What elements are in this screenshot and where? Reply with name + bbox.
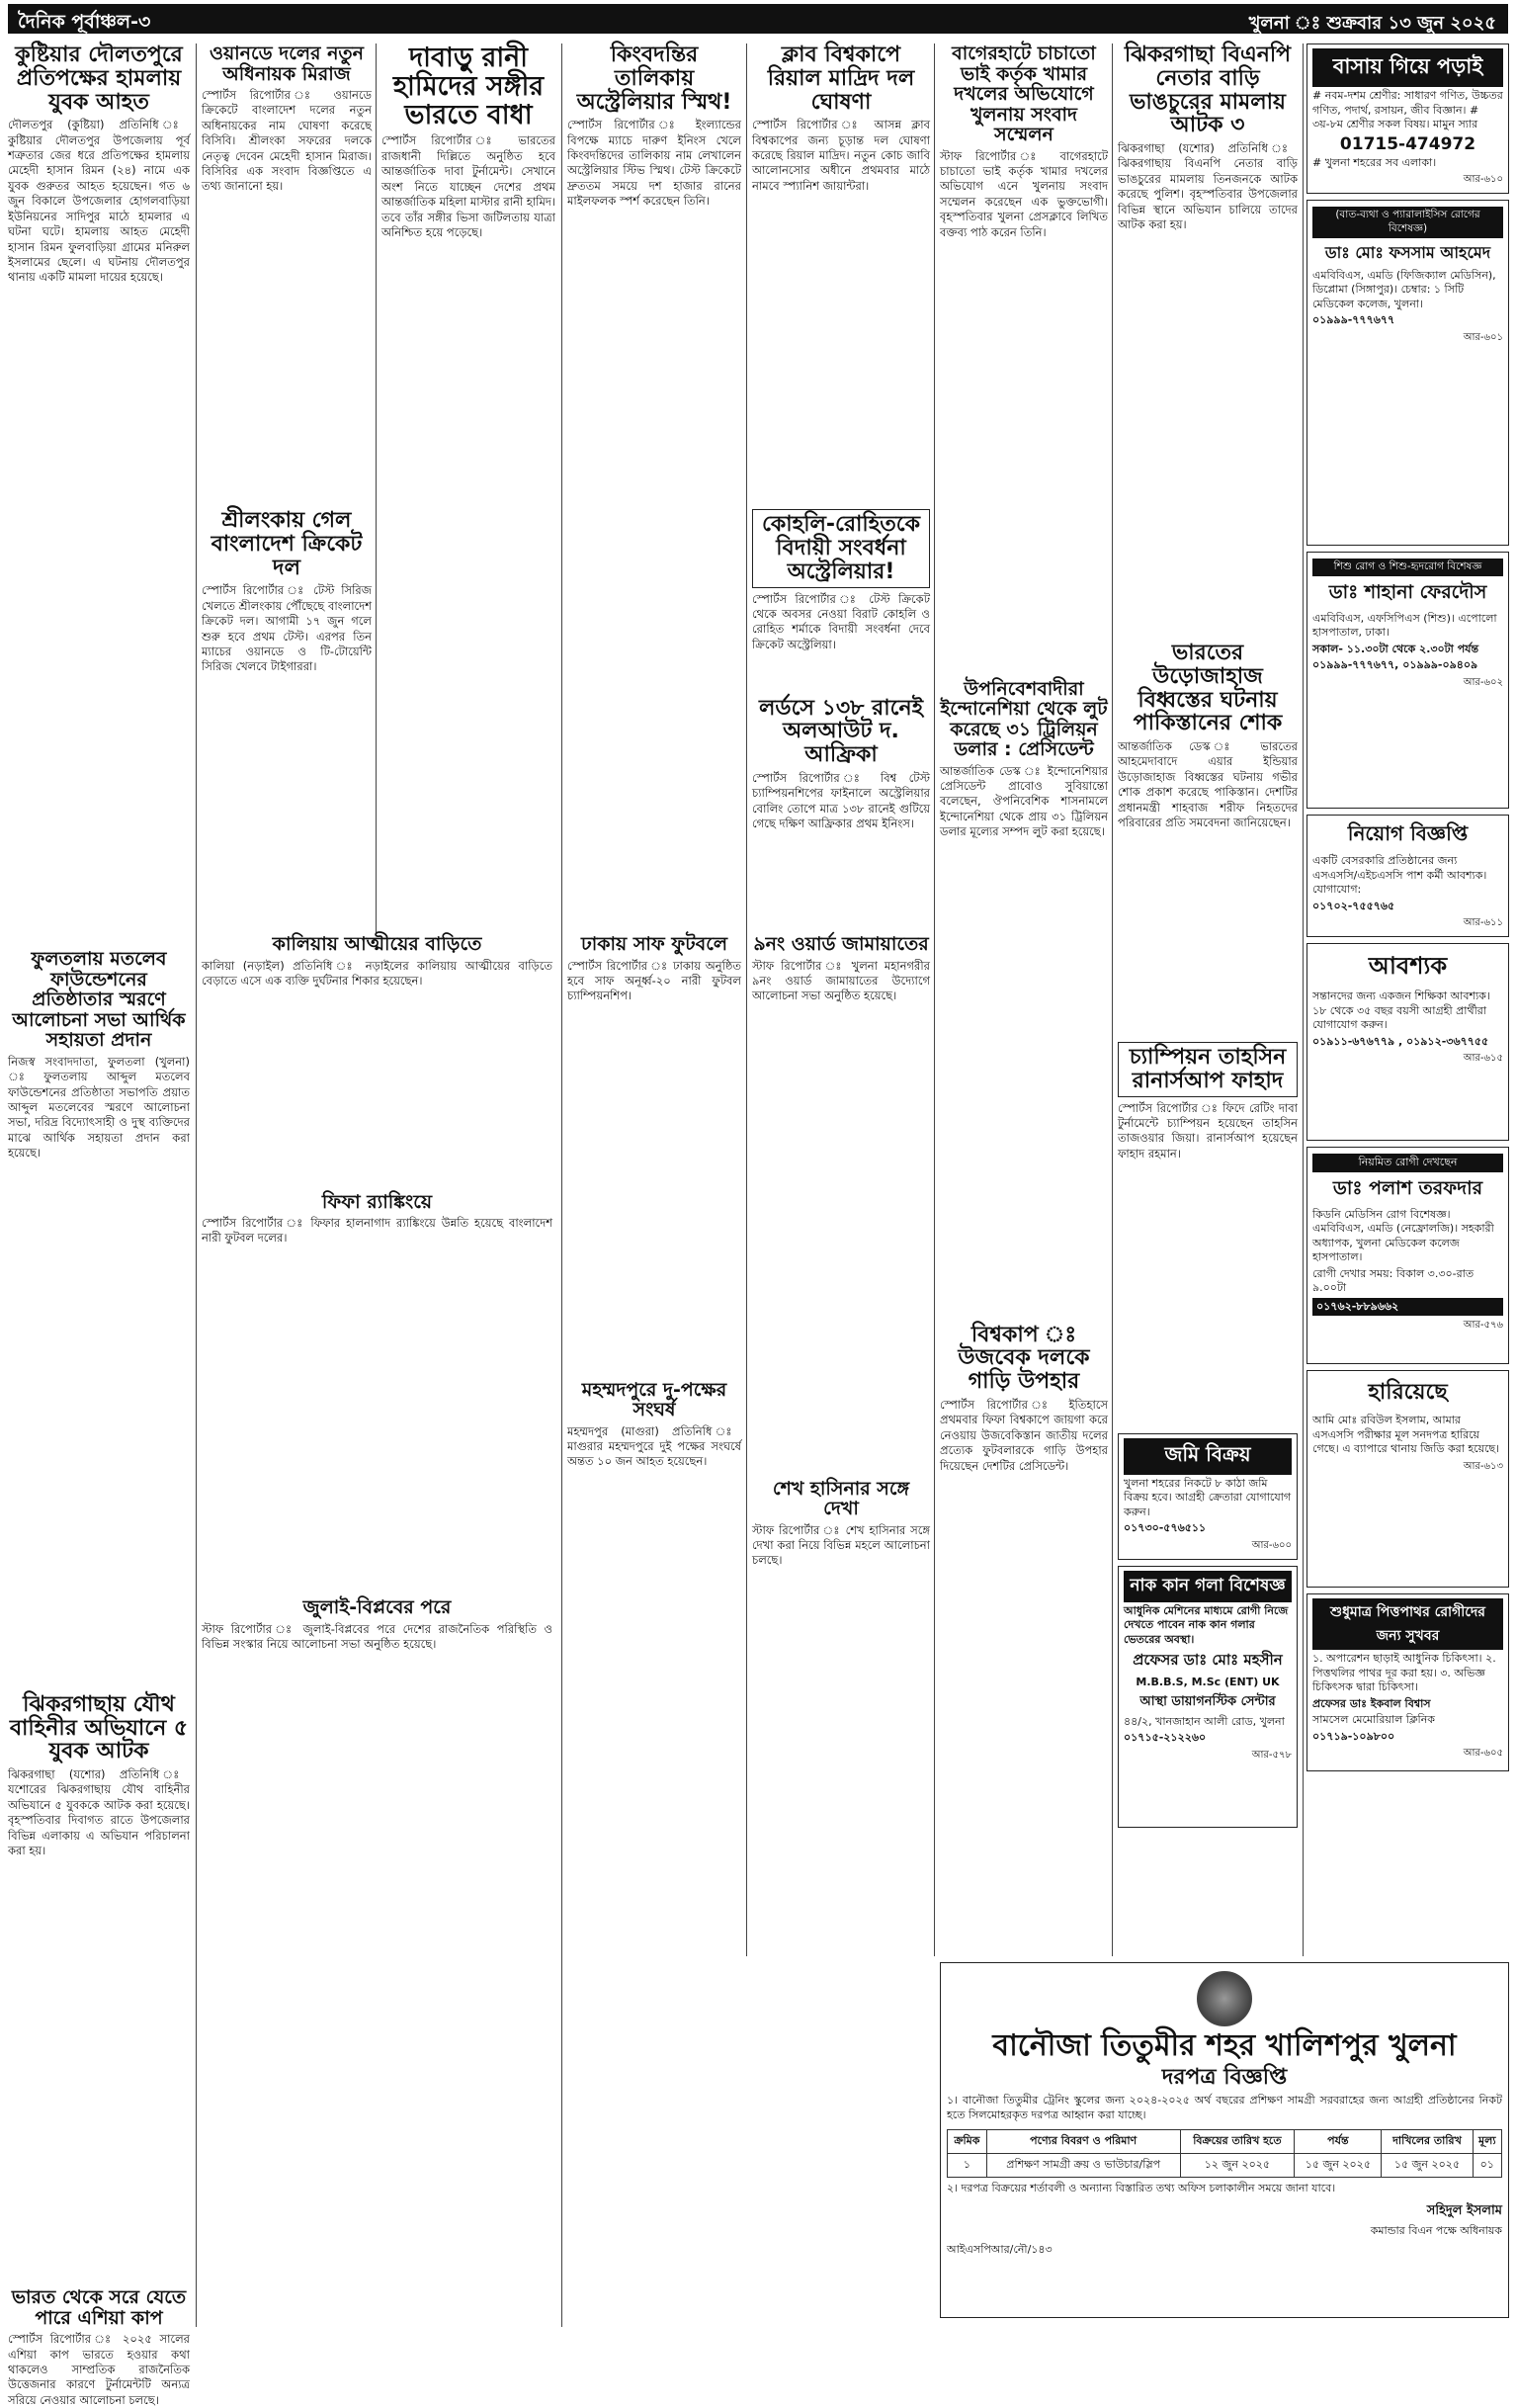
headline: ক্লাব বিশ্বকাপে রিয়াল মাদ্রিদ দল ঘোষণা	[767, 43, 915, 115]
ad-tag: নিয়মিত রোগী দেখছেন	[1312, 1154, 1503, 1172]
article-body: স্পোর্টস রিপোর্টার ঃ ওয়ানডে ক্রিকেটে বাংলাদেশ দলের নতুন অধিনায়কের নাম ঘোষণা করেছে বিসিবি। শ্রীলংকা সফরের দলকে নেতৃত্ব দেবেন মেহেদী হাসান মিরাজ। বিসিবির এক সংবাদ বিজ্ঞপ্তিতে এ তথ্য জানানো হয়।	[202, 88, 372, 194]
column-rule	[196, 43, 197, 2327]
table-cell: ১৫ জুন ২০২৫	[1382, 2153, 1473, 2177]
ad-land-sale	[1118, 1433, 1298, 1560]
article-body: স্পোর্টস রিপোর্টার ঃ টেস্ট ক্রিকেট থেকে অবসর নেওয়া বিরাট কোহলি ও রোহিত শর্মাকে বিদায়ী সংবর্ধনা দেবে ক্রিকেট অস্ট্রেলিয়া।	[752, 591, 930, 651]
ad-phone: ০১৭৬২-৮৮৯৬৬২	[1312, 1298, 1503, 1317]
headline: কুষ্টিয়ার দৌলতপুরে প্রতিপক্ষের হামলায় যুবক আহত	[15, 43, 183, 115]
date-line: খুলনা ঃ শুক্রবার ১৩ জুন ২০২৫	[1248, 13, 1496, 34]
ad-hours: সকাল- ১১.৩০টা থেকে ২.৩০টা পর্যন্ত	[1312, 642, 1479, 655]
ad-title: আবশ্যক	[1368, 952, 1448, 981]
ad-phone: ০১৯৯৯-৭৭৭৬৭৭	[1312, 313, 1395, 327]
ad-physical-medicine	[1306, 200, 1509, 546]
ad-title: জমি বিক্রয়	[1124, 1438, 1292, 1475]
tender-org: বানৌজা তিতুমীর শহর খালিশপুর খুলনা	[992, 2028, 1457, 2063]
headline: ভারত থেকে সরে যেতে পারে এশিয়া কাপ	[11, 2286, 187, 2329]
table-cell: ১	[948, 2153, 987, 2177]
ad-code: আর-৫৭৮	[1251, 1749, 1292, 1761]
column-1	[8, 43, 190, 2407]
ad-body: কিডনি মেডিসিন রোগ বিশেষজ্ঞ। এমবিবিএস, এমডি (নেফ্রোলজি)। সহকারী অধ্যাপক, খুলনা মেডিকেল কলেজ হাসপাতাল।	[1312, 1207, 1494, 1264]
article-body: নিজস্ব সংবাদদাতা, ফুলতলা (খুলনা) ঃ ফুলতলায় আব্দুল মতলেব ফাউন্ডেশনের প্রতিষ্ঠাতা সভাপতি প্রয়াত আব্দুল মতলেবের স্মরণে আলোচনা সভা, দরিদ্র বিদ্যোৎসাহী ও দুস্থ ব্যক্তিদের মাঝে আর্থিক সহায়তা প্রদান করা হয়েছে।	[8, 1054, 190, 1161]
ad-code: আর-৬১১	[1463, 917, 1503, 929]
ad-tag: (বাত-ব্যথা ও প্যারালাইসিস রোগের বিশেষজ্ঞ)	[1312, 207, 1503, 238]
headline: ঝিকরগাছায় যৌথ বাহিনীর অভিযানে ৫ যুবক আটক	[9, 1691, 189, 1764]
column-5	[752, 43, 930, 933]
headline: ওয়ানডে দলের নতুন অধিনায়ক মিরাজ	[209, 43, 365, 85]
page-header-bar	[8, 4, 1508, 34]
ad-doctor: ডাঃ শাহানা ফেরদৌস	[1328, 580, 1487, 603]
article-body: মহম্মদপুর (মাগুরা) প্রতিনিধি ঃ মাগুরার মহম্মদপুরে দুই পক্ষের সংঘর্ষে অন্তত ১০ জন আহত হয়েছেন।	[567, 1423, 741, 1469]
ad-title: বাসায় গিয়ে পড়াই	[1312, 48, 1503, 87]
column-header: দাখিলের তারিখ	[1382, 2129, 1473, 2153]
tender-note: ২। দরপত্র বিক্রয়ের শর্তাবলী ও অন্যান্য বিস্তারিত তথ্য অফিস চলাকালীন সময়ে জানা যাবে।	[947, 2181, 1336, 2194]
headline: কালিয়ায় আত্মীয়ের বাড়িতে	[272, 933, 482, 955]
ad-body: আমি মোঃ রবিউল ইসলাম, আমার এসএসসি পরীক্ষার মূল সনদপত্র হারিয়ে গেছে। এ ব্যাপারে থানায় জিডি করা হয়েছে।	[1312, 1414, 1500, 1456]
headline: উপনিবেশবাদীরা ইন্দোনেশিয়া থেকে লুট করেছে ৩১ ট্রিলিয়ন ডলার : প্রেসিডেন্ট	[940, 677, 1108, 761]
ad-phone: ০১৭০২-৭৫৫৭৬৫	[1312, 899, 1395, 912]
column-rule	[746, 43, 747, 1956]
ad-pediatric	[1306, 552, 1509, 809]
article-body: স্টাফ রিপোর্টার ঃ খুলনা মহানগরীর ৯নং ওয়ার্ড জামায়াতের উদ্যোগে আলোচনা সভা অনুষ্ঠিত হয়েছে।	[752, 958, 930, 1003]
ad-code: আর-৬১৫	[1463, 1053, 1503, 1065]
tender-designation: কমান্ডার বিএন পক্ষে অধিনায়ক	[1370, 2224, 1502, 2238]
headline: বিশ্বকাপ ঃ উজবেক দলকে গাড়ি উপহার	[958, 1322, 1090, 1395]
column-rule	[376, 43, 377, 933]
article-body: স্পোর্টস রিপোর্টার ঃ আসন্ন ক্লাব বিশ্বকাপের জন্য চূড়ান্ত দল ঘোষণা করেছে রিয়াল মাদ্রিদ। নতুন কোচ জাবি আলোনসোর অধীনে প্রথমবার মাঠে নামবে স্প্যানিশ জায়ান্টরা।	[752, 118, 930, 193]
headline: কিংবদন্তির তালিকায় অস্ট্রেলিয়ার স্মিথ!	[576, 43, 732, 115]
ad-body: সন্তানদের জন্য একজন শিক্ষিকা আবশ্যক। ১৮ থেকে ৩৫ বছর বয়সী আগ্রহী প্রার্থীরা যোগাযোগ করুন।	[1312, 989, 1490, 1032]
column-7	[1118, 43, 1298, 1912]
column-rule	[1112, 43, 1113, 1956]
ad-tuition	[1306, 43, 1509, 194]
column-header: মূল্য	[1473, 2129, 1501, 2153]
column-rule	[934, 43, 935, 1956]
headline: দাবাড়ু রানী হামিদের সঙ্গীর ভারতে বাধা	[392, 43, 545, 131]
article-body: স্পোর্টস রিপোর্টার ঃ ফিদে রেটিং দাবা টুর্নামেন্টে চ্যাম্পিয়ন হয়েছেন তাহসিন তাজওয়ার জিয়া। রানার্সআপ হয়েছেন ফাহাদ রহমান।	[1118, 1100, 1298, 1161]
ad-doctor: প্রফেসর ডাঃ মোঃ মহসীন	[1133, 1651, 1283, 1670]
article-body: স্টাফ রিপোর্টার ঃ শেখ হাসিনার সঙ্গে দেখা করা নিয়ে বিভিন্ন মহলে আলোচনা চলছে।	[752, 1522, 930, 1568]
ad-title: শুধুমাত্র পিত্তপাথর রোগীদের জন্য সুখবর	[1312, 1598, 1503, 1650]
column-ads	[1306, 43, 1509, 1912]
tender-signer: সহিদুল ইসলাম	[1426, 2203, 1502, 2219]
ad-phone: ০১৯৯৯-৭৭৭৬৭৭, ০১৯৯৯-০৯৪০৯	[1312, 658, 1478, 672]
ad-doctor: ডাঃ পলাশ তরফদার	[1332, 1176, 1483, 1199]
ad-body: # নবম-দশম শ্রেণীর: সাধারণ গণিত, উচ্চতর গণিত, পদার্থ, রসায়ন, জীব বিজ্ঞান। # ৩য়-৮ম শ্রেণীর সকল বিষয়। মামুন স্যার	[1312, 89, 1503, 131]
ad-recruitment	[1306, 815, 1509, 937]
ad-subtitle: আধুনিক মেশিনের মাধ্যমে রোগী নিজে দেখতে পাবেন নাক কান গলার ভেতরের অবস্থা।	[1124, 1603, 1289, 1646]
headline: শেখ হাসিনার সঙ্গে দেখা	[772, 1477, 910, 1520]
table-header-row	[948, 2129, 1502, 2153]
article-body: ঝিকরগাছা (যশোর) প্রতিনিধি ঃ যশোরের ঝিকরগাছায় যৌথ বাহিনীর অভিযানে ৫ যুবককে আটক করা হয়েছে। বৃহস্পতিবার দিবাগত রাতে উপজেলার বিভিন্ন এলাকায় এ অভিযান পরিচালনা করা হয়।	[8, 1767, 190, 1858]
article-body: স্পোর্টস রিপোর্টার ঃ ঢাকায় অনুষ্ঠিত হবে সাফ অনূর্ধ্ব-২০ নারী ফুটবল চ্যাম্পিয়নশিপ।	[567, 958, 741, 1003]
article-body: স্পোর্টস রিপোর্টার ঃ ইংল্যান্ডের বিপক্ষে ম্যাচে দারুণ ইনিংস খেলে কিংবদন্তিদের তালিকায় নাম লেখালেন অস্ট্রেলিয়ার স্টিভ স্মিথ। টেস্ট ক্রিকেটে দ্রুততম সময়ে দশ হাজার রানের মাইলফলক স্পর্শ করেছেন তিনি।	[567, 118, 741, 209]
ad-code: আর-৬০২	[1463, 676, 1503, 688]
table-cell: ০১	[1473, 2153, 1501, 2177]
ad-kidney	[1306, 1147, 1509, 1364]
ad-phone: ০১৭৩০-৫৭৬৫১১	[1124, 1521, 1207, 1535]
tender-table	[947, 2129, 1502, 2178]
article-body: কালিয়া (নড়াইল) প্রতিনিধি ঃ নড়াইলের কালিয়ায় আত্মীয়ের বাড়িতে বেড়াতে এসে এক ব্যক্তি দুর্ঘটনার শিকার হয়েছেন।	[202, 958, 552, 988]
ad-code: আর-৬১৩	[1463, 1460, 1503, 1472]
table-cell: ১৫ জুন ২০২৫	[1295, 2153, 1382, 2177]
ad-title: নিয়োগ বিজ্ঞপ্তি	[1347, 821, 1469, 846]
headline: মহম্মদপুরে দু-পক্ষের সংঘর্ষ	[581, 1378, 727, 1421]
headline: ৯নং ওয়ার্ড জামায়াতের	[753, 933, 929, 955]
column-rule	[561, 43, 562, 2327]
article-body: স্পোর্টস রিপোর্টার ঃ টেস্ট সিরিজ খেলতে শ্রীলংকায় পৌঁছেছে বাংলাদেশ ক্রিকেট দল। আগামী ১৭ জুন গলে শুরু হবে প্রথম টেস্ট। এরপর তিন ম্যাচের ওয়ানডে ও টি-টোয়েন্টি সিরিজ খেলবে টাইগাররা।	[202, 583, 372, 674]
ad-lost	[1306, 1370, 1509, 1588]
headline: বাগেরহাটে চাচাতো ভাই কর্তৃক খামার দখলের অভিযোগে খুলনায় সংবাদ সম্মেলন	[952, 43, 1096, 146]
column-4-lower	[567, 934, 741, 2318]
headline: ঢাকায় সাফ ফুটবলে	[580, 933, 728, 955]
column-4	[567, 43, 741, 933]
article-body: স্পোর্টস রিপোর্টার ঃ ভারতের রাজধানী দিল্লিতে অনুষ্ঠিত হবে আন্তর্জাতিক দাবা টুর্নামেন্ট। সেখানে অংশ নিতে যাচ্ছেন দেশের প্রথম আন্তর্জাতিক মহিলা মাস্টার রানী হামিদ। তবে তাঁর সঙ্গীর ভিসা জটিলতায় যাত্রা অনিশ্চিত হয়ে পড়েছে।	[381, 133, 556, 239]
column-6	[940, 43, 1108, 1912]
headline: ফিফা র‍্যাঙ্কিংয়ে	[321, 1190, 433, 1213]
column-2-lower	[202, 934, 552, 2318]
ad-degree: M.B.B.S, M.Sc (ENT) UK	[1136, 1676, 1280, 1689]
ad-center: আস্থা ডায়াগনস্টিক সেন্টার	[1139, 1693, 1276, 1709]
ad-tag: শিশু রোগ ও শিশু-হৃদরোগ বিশেষজ্ঞ	[1312, 559, 1503, 576]
ad-body: ১. অপারেশন ছাড়াই আধুনিক চিকিৎসা। ২. পিত্তথলির পাথর দূর করা হয়। ৩. অভিজ্ঞ চিকিৎসক দ্বারা চিকিৎসা।	[1312, 1652, 1496, 1694]
ad-doctor: ডাঃ মোঃ ফসসাম আহমেদ	[1324, 242, 1491, 262]
ad-body: খুলনা শহরের নিকটে ৮ কাঠা জমি বিক্রয় হবে। আগ্রহী ক্রেতারা যোগাযোগ করুন।	[1124, 1476, 1292, 1518]
article-body: স্টাফ রিপোর্টার ঃ জুলাই-বিপ্লবের পরে দেশের রাজনৈতিক পরিস্থিতি ও বিভিন্ন সংস্কার নিয়ে আলোচনা সভা অনুষ্ঠিত হয়েছে।	[202, 1621, 552, 1651]
headline: ফুলতলায় মতলেব ফাউন্ডেশনের প্রতিষ্ঠাতার স্মরণে আলোচনা সভা আর্থিক সহায়তা প্রদান	[12, 948, 186, 1052]
ad-wanted	[1306, 943, 1509, 1141]
table-cell: প্রশিক্ষণ সামগ্রী ক্রয় ও ভাউচার/স্লিপ	[986, 2153, 1180, 2177]
column-header: বিক্রয়ের তারিখ হতে	[1180, 2129, 1295, 2153]
column-header: পণ্যের বিবরণ ও পরিমাণ	[986, 2129, 1180, 2153]
ad-title: নাক কান গলা বিশেষজ্ঞ	[1124, 1571, 1292, 1602]
ad-phone: 01715-474972	[1339, 133, 1476, 154]
column-header: ক্রমিক	[948, 2129, 987, 2153]
headline: কোহলি-রোহিতকে বিদায়ী সংবর্ধনা অস্ট্রেলিয়ার!	[752, 509, 930, 587]
table-cell: ১২ জুন ২০২৫	[1180, 2153, 1295, 2177]
headline: ঝিকরগাছা বিএনপি নেতার বাড়ি ভাঙচুরের মামলায় আটক ৩	[1124, 43, 1292, 138]
article-body: আন্তর্জাতিক ডেস্ক ঃ ভারতের আহমেদাবাদে এয়ার ইন্ডিয়ার উড়োজাহাজ বিধ্বস্তের ঘটনায় গভীর শোক প্রকাশ করেছে পাকিস্তান। দেশটির প্রধানমন্ত্রী শাহবাজ শরীফ নিহতদের পরিবারের প্রতি সমবেদনা জানিয়েছেন।	[1118, 739, 1298, 830]
ad-body: একটি বেসরকারি প্রতিষ্ঠানের জন্য এসএসসি/এইচএসসি পাশ কর্মী আবশ্যক। যোগাযোগ:	[1312, 854, 1487, 897]
ad-doctor: প্রফেসর ডাঃ ইকবাল বিশ্বাস	[1312, 1696, 1431, 1710]
tender-notice	[940, 1962, 1509, 2318]
headline: জুলাই-বিপ্লবের পরে	[302, 1596, 452, 1619]
tender-intro: ১। বানৌজা তিতুমীর ট্রেনিং স্কুলের জন্য ২০২৪-২০২৫ অর্থ বছরের প্রশিক্ষণ সামগ্রী সরবরাহের জন্য আগ্রহী প্রতিষ্ঠানের নিকট হতে সিলমোহরকৃত দরপত্র আহ্বান করা যাচ্ছে।	[947, 2094, 1502, 2121]
article-body: আন্তর্জাতিক ডেস্ক ঃ ইন্দোনেশিয়ার প্রেসিডেন্ট প্রাবোও সুবিয়ান্তো বলেছেন, ঔপনিবেশিক শাসনামলে ইন্দোনেশিয়া থেকে প্রায় ৩১ ট্রিলিয়ন ডলার মূল্যের সম্পদ লুট করা হয়েছে।	[940, 763, 1108, 839]
ad-phone: ০১৭১৫-২১২২৬০	[1124, 1731, 1207, 1745]
ad-code: আর-৬০০	[1251, 1539, 1292, 1551]
ad-phone: ০১৯১১-৬৭৬৭৭৯ , ০১৯১২-৩৬৭৭৫৫	[1312, 1034, 1489, 1048]
paper-name: দৈনিক পূর্বাঞ্চল-৩	[18, 11, 151, 33]
headline: লর্ডসে ১৩৮ রানেই অলআউট দ. আফ্রিকা	[758, 695, 924, 767]
ad-extra: # খুলনা শহরের সব এলাকা।	[1312, 155, 1437, 169]
ad-phone: ০১৭১৯-১০৯৮০০	[1312, 1729, 1395, 1743]
article-body: স্পোর্টস রিপোর্টার ঃ ২০২৫ সালের এশিয়া কাপ ভারতে হওয়ার কথা থাকলেও সাম্প্রতিক রাজনৈতিক উত্তেজনার কারণে টুর্নামেন্টটি অন্যত্র সরিয়ে নেওয়ার আলোচনা চলছে।	[8, 2332, 190, 2407]
ad-code: আর-৬১০	[1463, 174, 1503, 186]
ad-title: হারিয়েছে	[1368, 1380, 1448, 1406]
column-header: পর্যন্ত	[1295, 2129, 1382, 2153]
column-rule	[1303, 43, 1304, 1956]
column-5-lower	[752, 934, 930, 1923]
article-body: দৌলতপুর (কুষ্টিয়া) প্রতিনিধি ঃ কুষ্টিয়ার দৌলতপুর উপজেলায় পূর্ব শত্রুতার জের ধরে প্রতিপক্ষের হামলায় মেহেদী হাসান রিমন (২৪) নামে এক যুবক গুরুতর আহত হয়েছেন। গত ৬ জুন বিকালে উপজেলার হোগলবাড়িয়া ইউনিয়নের সাদিপুর মাঠে হামলার এ ঘটনা ঘটে। হামলায় আহত মেহেদী হাসান রিমন ফুলবাড়িয়া গ্রামের মনিরুল ইসলামের ছেলে। এ ঘটনায় দৌলতপুর থানায় একটি মামলা দায়ের হয়েছে।	[8, 118, 190, 285]
headline: চ্যাম্পিয়ন তাহসিন রানার্সআপ ফাহাদ	[1118, 1042, 1298, 1097]
ad-code: আর-৬০১	[1463, 331, 1503, 343]
ad-body: এমবিবিএস, এমডি (ফিজিক্যাল মেডিসিন), ডিপ্লোমা (সিঙ্গাপুর)। চেম্বার: ১ সিটি মেডিকেল কলেজ, খুলনা।	[1312, 268, 1496, 310]
ad-clinic: সামসেল মেমোরিয়াল ক্লিনিক	[1312, 1713, 1435, 1727]
tender-ref: আইএসপিআর/নৌ/১৪৩	[947, 2243, 1053, 2257]
ad-gallstone	[1306, 1593, 1509, 1771]
headline: শ্রীলংকায় গেল বাংলাদেশ ক্রিকেট দল	[211, 508, 363, 580]
ad-ent-specialist	[1118, 1566, 1298, 1828]
navy-emblem-icon	[1197, 1971, 1252, 2026]
table-row	[948, 2153, 1502, 2177]
article-body: স্টাফ রিপোর্টার ঃ বাগেরহাটে চাচাতো ভাই কর্তৃক খামার দখলের অভিযোগ এনে খুলনায় সংবাদ সম্মেলন করেছেন এক ভুক্তভোগী। বৃহস্পতিবার খুলনা প্রেসক্লাবে লিখিত বক্তব্য পাঠ করেন তিনি।	[940, 148, 1108, 239]
column-3	[381, 43, 555, 923]
article-body: ঝিকরগাছা (যশোর) প্রতিনিধি ঃ ঝিকরগাছায় বিএনপি নেতার বাড়ি ভাঙচুরের মামলায় তিনজনকে আটক করেছে পুলিশ। বৃহস্পতিবার উপজেলার বিভিন্ন স্থানে অভিযান চালিয়ে তাদের আটক করা হয়।	[1118, 141, 1298, 232]
ad-body: এমবিবিএস, এফসিপিএস (শিশু)। এপোলো হাসপাতাল, ঢাকা।	[1312, 611, 1497, 640]
article-body: স্পোর্টস রিপোর্টার ঃ ফিফার হালনাগাদ র‍্যাঙ্কিংয়ে উন্নতি হয়েছে বাংলাদেশ নারী ফুটবল দলের।	[202, 1216, 552, 1246]
headline: ভারতের উড়োজাহাজ বিধ্বস্তের ঘটনায় পাকিস্তানের শোক	[1133, 641, 1283, 736]
article-body: স্পোর্টস রিপোর্টার ঃ ইতিহাসে প্রথমবার ফিফা বিশ্বকাপে জায়গা করে নেওয়ায় উজবেকিস্তান জাতীয় দলের প্রত্যেক ফুটবলারকে গাড়ি উপহার দিয়েছেন দেশটির প্রেসিডেন্ট।	[940, 1397, 1108, 1473]
article-body: স্পোর্টস রিপোর্টার ঃ বিশ্ব টেস্ট চ্যাম্পিয়নশিপের ফাইনালে অস্ট্রেলিয়ার বোলিং তোপে মাত্র ১৩৮ রানেই গুটিয়ে গেছে দক্ষিণ আফ্রিকার প্রথম ইনিংস।	[752, 770, 930, 830]
ad-address: ৪৪/২, খানজাহান আলী রোড, খুলনা	[1124, 1714, 1285, 1728]
ad-code: আর-৬০৫	[1463, 1748, 1503, 1760]
tender-title: দরপত্র বিজ্ঞপ্তি	[1161, 2065, 1288, 2091]
ad-code: আর-৫৭৬	[1463, 1320, 1503, 1332]
ad-hours: রোগী দেখার সময়: বিকাল ৩.৩০-রাত ৯.০০টা	[1312, 1266, 1475, 1295]
